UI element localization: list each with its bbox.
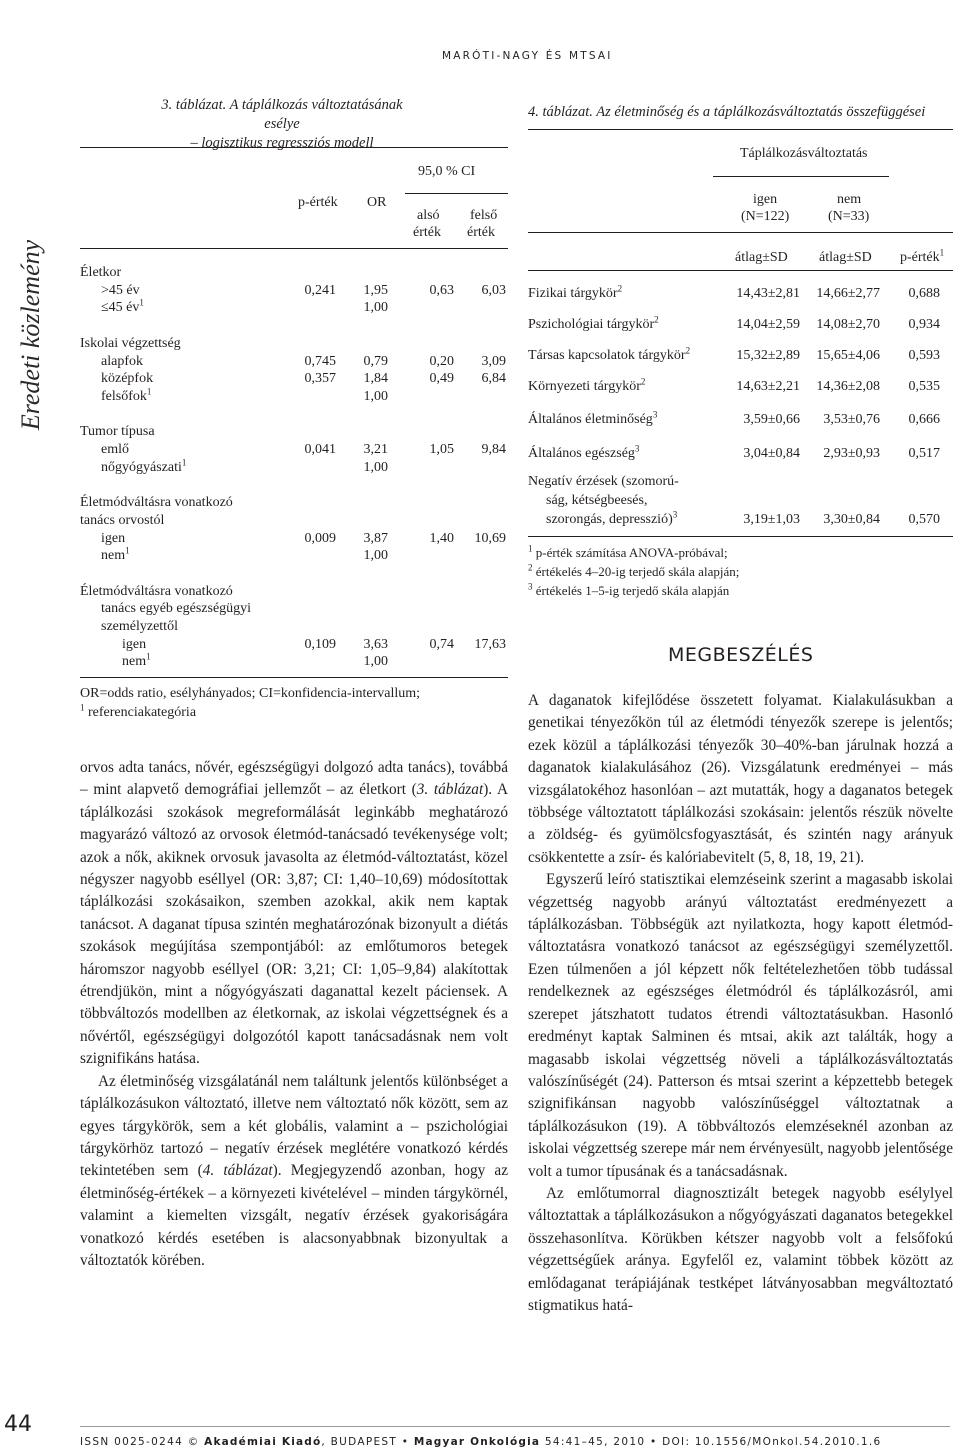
- table3-row-label: középfok: [101, 371, 154, 387]
- table3-row-label: Életkor: [80, 265, 122, 280]
- table3-col-upper-2: érték: [467, 225, 495, 240]
- table4-note-line: [528, 543, 739, 562]
- table4-note-line: [528, 581, 739, 600]
- table4-note-text: értékelés 1–5-ig terjedő skála alapján: [532, 583, 730, 598]
- table4-note-sup: 1: [528, 543, 533, 554]
- table4-cell-no: 2,93±0,93: [823, 446, 880, 461]
- right-paragraph-1: A daganatok kifejlődése összetett folyamat. Kialakulásukban a genetikai tényezőkön túl az életmódi tényezők szerepe is jelentős; ezek közül a táplálkozási tényezők 30–40%-ban járulnak hozzá a daganatok kialakulásához (26). Vizsgálatunk eredményei – más vizsgálatokéhoz hasonlóan – azt mutatták, hogy a daganatos betegek többsége változtatott táplálkozási szokásain: jelentős részük növelte a zöldség- és gyümölcsfogyasztását, és szintén nagy arányuk csökkentette a zsír- és kalóriabevitelt (5, 8, 18, 19, 21).: [528, 692, 953, 866]
- table3-col-upper-1: felső: [470, 208, 498, 223]
- table3-cell-or: 1,84: [363, 371, 388, 387]
- table3-cell-or: 1,00: [363, 654, 388, 670]
- table3-row-label: Életmódváltásra vonatkozó: [80, 583, 233, 599]
- table4-row-label-text: Társas kapcsolatok tárgykör: [528, 348, 686, 363]
- table4-note-sup: 2: [528, 562, 533, 573]
- footer-citation: [80, 1436, 882, 1448]
- table3-row-label-wrap: [101, 458, 186, 477]
- table4-last-yes: 3,19±1,03: [743, 512, 800, 527]
- table4-last-no: 3,30±0,84: [823, 512, 880, 527]
- table3-caption-line2: – logisztikus regressziós modell: [190, 135, 374, 151]
- table3-note-sup: 1: [80, 702, 85, 713]
- table3-row-sup: 1: [146, 651, 151, 662]
- table4-last-label-2: ság, kétségbeesés,: [546, 493, 648, 508]
- table3-cell-or: 1,00: [363, 459, 388, 475]
- table3-cell-or: 1,00: [363, 388, 388, 404]
- table3-row-label: tanács egyéb egészségügyi: [101, 601, 252, 617]
- table3-row-label: nem: [101, 548, 126, 564]
- table4-group-rule: [713, 176, 889, 177]
- footer-city: , BUDAPEST •: [321, 1436, 414, 1448]
- table3-row-label: tanács orvostól: [80, 512, 165, 528]
- left-p1-part-b: ). A táplálkozási szokások megreformálását leginkább meghatározó magyarázó változó az orvosok életmód-tanácsadó tevékenysége volt; azok a nők, akiknek orvosuk javasolta az életmód-változtatást, közel négyszer nagyobb eséllyel (OR: 3,87; CI: 1,40–10,69) módosítottak táplálkozási szokásaikon, szemben azokkal, akik nem kaptak tanácsot. A daganat típusa szintén meghatározónak bizonyult a diétás szokások megújítása szempontjából: az emlőtumoros betegek háromszor nagyobb eséllyel (OR: 3,21; CI: 1,05–9,84) alakítottak étrendjükön, mint a nőgyógyászati daganattal kezelt páciensek. A többváltozós modellben az életkornak, az iskolai végzettségnek és a nővértől, egészségügyi dolgozótól kapott tanácsadásnak nem volt szignifikáns hatása.: [80, 781, 508, 1068]
- table3-cell-or: 1,00: [363, 548, 388, 564]
- table3-cell-lo: 1,05: [429, 442, 454, 457]
- table4-row-label: [528, 444, 639, 463]
- table4-cell-p: 0,666: [908, 412, 940, 427]
- table3-cell-p: 0,745: [304, 353, 336, 369]
- footer-journal: Magyar Onkológia: [413, 1436, 541, 1448]
- table4-cell-p: 0,517: [908, 446, 940, 461]
- table4-cell-yes: 15,32±2,89: [736, 348, 800, 363]
- page-number: 44: [4, 1412, 32, 1437]
- footer-volume-doi: 54:41–45, 2010 • DOI: 10.1556/MOnkol.54.2010.1.6: [540, 1436, 882, 1448]
- footer-publisher: Akadémiai Kiadó: [204, 1436, 322, 1448]
- table3-header-rule: [80, 248, 508, 249]
- table3-bottom-rule: [80, 677, 508, 678]
- table3-row-label: igen: [122, 636, 147, 652]
- table3-row-label: Életmódváltásra vonatkozó: [80, 495, 233, 511]
- table4-sub-mean-yes: átlag±SD: [735, 250, 788, 265]
- table4-bottom-rule: [528, 536, 953, 537]
- table4-cell-no: 14,08±2,70: [816, 317, 880, 332]
- table3-row-label-wrap: [101, 298, 144, 317]
- left-body-text: [80, 757, 508, 1272]
- table3-cell-p: 0,009: [304, 530, 336, 546]
- table4-row-sup: 2: [640, 376, 646, 387]
- left-paragraph-2: [80, 1071, 508, 1273]
- table3-cell-lo: 0,74: [429, 636, 454, 652]
- table3-row-label: Iskolai végzettség: [80, 335, 181, 351]
- table3-cell-p: 0,357: [304, 371, 336, 387]
- table3-note-line1: OR=odds ratio, esélyhányados; CI=konfidencia-intervallum;: [80, 686, 421, 701]
- left-paragraph-1: [80, 757, 508, 1071]
- table3-cell-hi: 17,63: [474, 636, 506, 652]
- table4-row-sup: 2: [685, 345, 691, 356]
- table4-header-rule: [528, 270, 953, 271]
- table4-last-p: 0,570: [908, 512, 940, 527]
- table4-last-label-3: [546, 510, 677, 529]
- table4-row-label-text: Pszichológiai tárgykör: [528, 317, 655, 332]
- running-head: MARÓTI-NAGY ÉS MTSAI: [442, 50, 613, 62]
- table3-cell-lo: 0,20: [429, 353, 454, 369]
- table4-cell-p: 0,934: [908, 317, 940, 332]
- table4-cell-yes: 14,04±2,59: [736, 317, 800, 332]
- section-side-label-text: Eredeti közlemény: [16, 239, 45, 431]
- table3-cell-hi: 10,69: [474, 530, 506, 546]
- left-p1-table-ref: 3. táblázat: [416, 781, 484, 799]
- table3-col-or: OR: [367, 195, 387, 210]
- table4-row-sup: 3: [634, 443, 640, 454]
- table3-row-sup: 1: [139, 297, 144, 308]
- left-p2-table-ref: 4. táblázat: [202, 1162, 273, 1180]
- table3-row-sup: 1: [181, 457, 187, 468]
- table3-row-label: személyzettől: [101, 619, 178, 634]
- table3-cell-p: 0,241: [304, 282, 336, 298]
- table3-cell-p: 0,109: [304, 636, 336, 652]
- table4-row-label-text: Általános életminőség: [528, 412, 653, 427]
- left-p2-part-a: Az életminőség vizsgálatánál nem találtunk jelentős különbséget a táplálkozásukon változtató, illetve nem változtató nők között, sem az egyes tárgykörök, sem a két globális, valamint a – pszichológiai tárgykörhöz tartozó – negatív érzések meglétére vonatkozó kérdés tekintetében sem (: [80, 1072, 508, 1180]
- table4: [528, 130, 953, 535]
- table3-row-label-wrap: [101, 387, 151, 406]
- table4-cell-yes: 14,63±2,21: [736, 379, 800, 394]
- table3-cell-lo: 1,40: [429, 530, 454, 546]
- table4-col-yes-1: igen: [753, 192, 778, 207]
- table4-row-label-text: Fizikai tárgykör: [528, 286, 618, 301]
- table4-mid-rule: [528, 232, 953, 233]
- table4-last-label-sup: 3: [672, 509, 678, 520]
- table4-row-label: [528, 315, 659, 334]
- table4-cell-no: 3,53±0,76: [823, 412, 880, 427]
- table4-caption: 4. táblázat. Az életminőség és a táplálkozásváltoztatás összefüggései: [528, 104, 926, 120]
- table3-cell-or: 1,00: [363, 300, 388, 316]
- table4-col-no-2: (N=33): [828, 209, 870, 224]
- table4-cell-yes: 3,59±0,66: [743, 412, 800, 427]
- table4-note-line: [528, 562, 739, 581]
- table4-cell-yes: 14,43±2,81: [736, 286, 800, 301]
- table3-cell-hi: 6,03: [481, 282, 506, 298]
- table4-row-label: [528, 284, 622, 303]
- table3-cell-hi: 9,84: [481, 442, 506, 457]
- table4-row-sup: 2: [617, 283, 623, 294]
- table3-row-sup: 1: [125, 545, 130, 556]
- table3-note-text: referenciakategória: [84, 705, 197, 720]
- table3-note: [80, 684, 420, 722]
- table3-row-label: emlő: [101, 442, 129, 457]
- table4-cell-yes: 3,04±0,84: [743, 446, 800, 461]
- table4-row-label: [528, 346, 690, 365]
- left-p2-part-b: ). Megjegyzendő azonban, hogy az életminőség-értékek – a környezeti kivételével – minden tárgykörnél, valamint a kiemelten vizsgált, negatív érzések gyakoriságára vonatkozó kérdés esetében is alacsonyabbnak bizonyultak a változtatók körében.: [80, 1162, 508, 1269]
- table3-cell-p: 0,041: [304, 442, 336, 457]
- table3-cell-or: 1,95: [363, 282, 388, 298]
- table4-cell-p: 0,688: [908, 286, 940, 301]
- table3-row-label: ≤45 év: [101, 300, 140, 316]
- table4-row-sup: 3: [652, 409, 658, 420]
- table3-ci-header: 95,0 % CI: [418, 164, 476, 179]
- table4-last-label-1: Negatív érzések (szomorú-: [528, 474, 679, 489]
- table3-cell-hi: 3,09: [481, 353, 506, 369]
- table4-row-sup: 2: [654, 314, 659, 325]
- table4-note-text: p-érték számítása ANOVA-próbával;: [532, 545, 728, 560]
- table3-ci-rule: [405, 193, 508, 194]
- footer-issn: ISSN 0025-0244 ©: [80, 1436, 205, 1448]
- table3-cell-lo: 0,49: [429, 371, 454, 387]
- table3-cell-or: 0,79: [363, 353, 388, 369]
- table4-cell-p: 0,593: [908, 348, 940, 363]
- table4-sub-mean-no: átlag±SD: [819, 250, 872, 265]
- table3-caption-line1: 3. táblázat. A táplálkozás változtatásának esélye: [161, 97, 403, 132]
- table3-cell-or: 3,21: [363, 442, 388, 457]
- table4-sub-p-text: p-érték: [900, 250, 940, 265]
- table4-cell-no: 15,65±4,06: [816, 348, 880, 363]
- right-body-text: [528, 690, 953, 1317]
- table3-row-label: Tumor típusa: [80, 424, 155, 440]
- table4-last-label-3-text: szorongás, depresszió): [546, 512, 673, 527]
- table3-col-p: p-érték: [298, 195, 338, 210]
- table3-row-label: nem: [122, 654, 147, 670]
- table3-note-line2: [80, 703, 420, 722]
- right-paragraph-2: Egyszerű leíró statisztikai elemzéseink szerint a magasabb iskolai végzettség nagyobb arányú változtatást eredményezett a táplálkozásban. Többségük azt nyilatkozta, hogy kapott életmód-változtatásra vonatkozó tanácsot az egészségügyi személyzettől. Ezen túlmenően a jól képzett nők feltételezhetően több tudással rendelkeznek az egészséges életmódról és táplálkozásról, ami szerepet játszhatott tudatos étrendi változtatásukban. Hasonló eredményt kaptak Salminen és mtsai, akik azt találták, hogy a magasabb iskolai végzettség növeli a táplálkozásváltoztatás valószínűségét (24). Patterson és mtsai szerint a képzettebb betegek szignifikánsan nagyobb valószínűséggel változtatnak a táplálkozásukon (19). A többváltozós elemzéseknél azonban az iskolai végzettség szerepe már nem érvényesült, nagyobb jelentősége volt a tumor típusának és a tanácsadásnak.: [528, 871, 953, 1180]
- table4-col-yes-2: (N=122): [741, 209, 790, 224]
- table4-sub-p-sup: 1: [939, 247, 945, 258]
- section-side-label: [14, 240, 48, 430]
- footer-rule: [80, 1426, 950, 1427]
- table4-notes: [528, 543, 739, 600]
- left-p1-part-a: orvos adta tanács, nővér, egészségügyi dolgozó adta tanács), továbbá – mint alapvető demográfiai jellemzőt – az életkort (: [80, 759, 508, 799]
- table3-cell-or: 3,63: [363, 636, 388, 652]
- table3: [80, 148, 508, 678]
- table3-row-label-wrap: [101, 546, 130, 565]
- table4-sub-p: [900, 248, 944, 267]
- table4-group-header: Táplálkozásváltoztatás: [740, 146, 868, 161]
- table3-row-sup: 1: [146, 386, 152, 397]
- table3-row-label: igen: [101, 530, 126, 546]
- table3-row-label: nőgyógyászati: [101, 459, 182, 475]
- table3-col-lower-2: érték: [413, 225, 441, 240]
- table3-row-label: felsőfok: [101, 388, 147, 404]
- table3-row-label-wrap: [122, 652, 151, 671]
- table3-cell-lo: 0,63: [429, 282, 454, 298]
- table3-caption: [152, 96, 412, 153]
- table4-row-label-text: Környezeti tárgykör: [528, 379, 641, 394]
- table3-col-lower-1: alsó: [417, 208, 440, 223]
- table4-row-label-text: Általános egészség: [528, 446, 635, 461]
- table4-cell-no: 14,36±2,08: [816, 379, 880, 394]
- table4-note-text: értékelés 4–20-ig terjedő skála alapján;: [532, 564, 740, 579]
- section-heading: MEGBESZÉLÉS: [668, 644, 814, 666]
- table3-cell-or: 3,87: [363, 530, 388, 546]
- table4-row-label: [528, 377, 645, 396]
- table4-col-no-1: nem: [837, 192, 862, 207]
- table4-note-sup: 3: [528, 581, 533, 592]
- right-paragraph-3: Az emlőtumorral diagnosztizált betegek nagyobb esélylyel változtattak a táplálkozásukon a nőgyógyászati daganatos betegekkel összehasonlítva. Körükben kétszer nagyobb volt a felsőfokú végzettségűek aránya. Egyfelől ez, valamint többek között az emlődaganat terápiájának testképet látványosabban megváltoztató stigmatikus hatá-: [528, 1184, 953, 1314]
- table3-cell-hi: 6,84: [481, 371, 506, 387]
- table3-row-label: alapfok: [101, 353, 143, 369]
- table4-row-label: [528, 410, 657, 429]
- table4-cell-no: 14,66±2,77: [816, 286, 880, 301]
- table3-row-label: >45 év: [101, 282, 140, 298]
- table4-cell-p: 0,535: [908, 379, 940, 394]
